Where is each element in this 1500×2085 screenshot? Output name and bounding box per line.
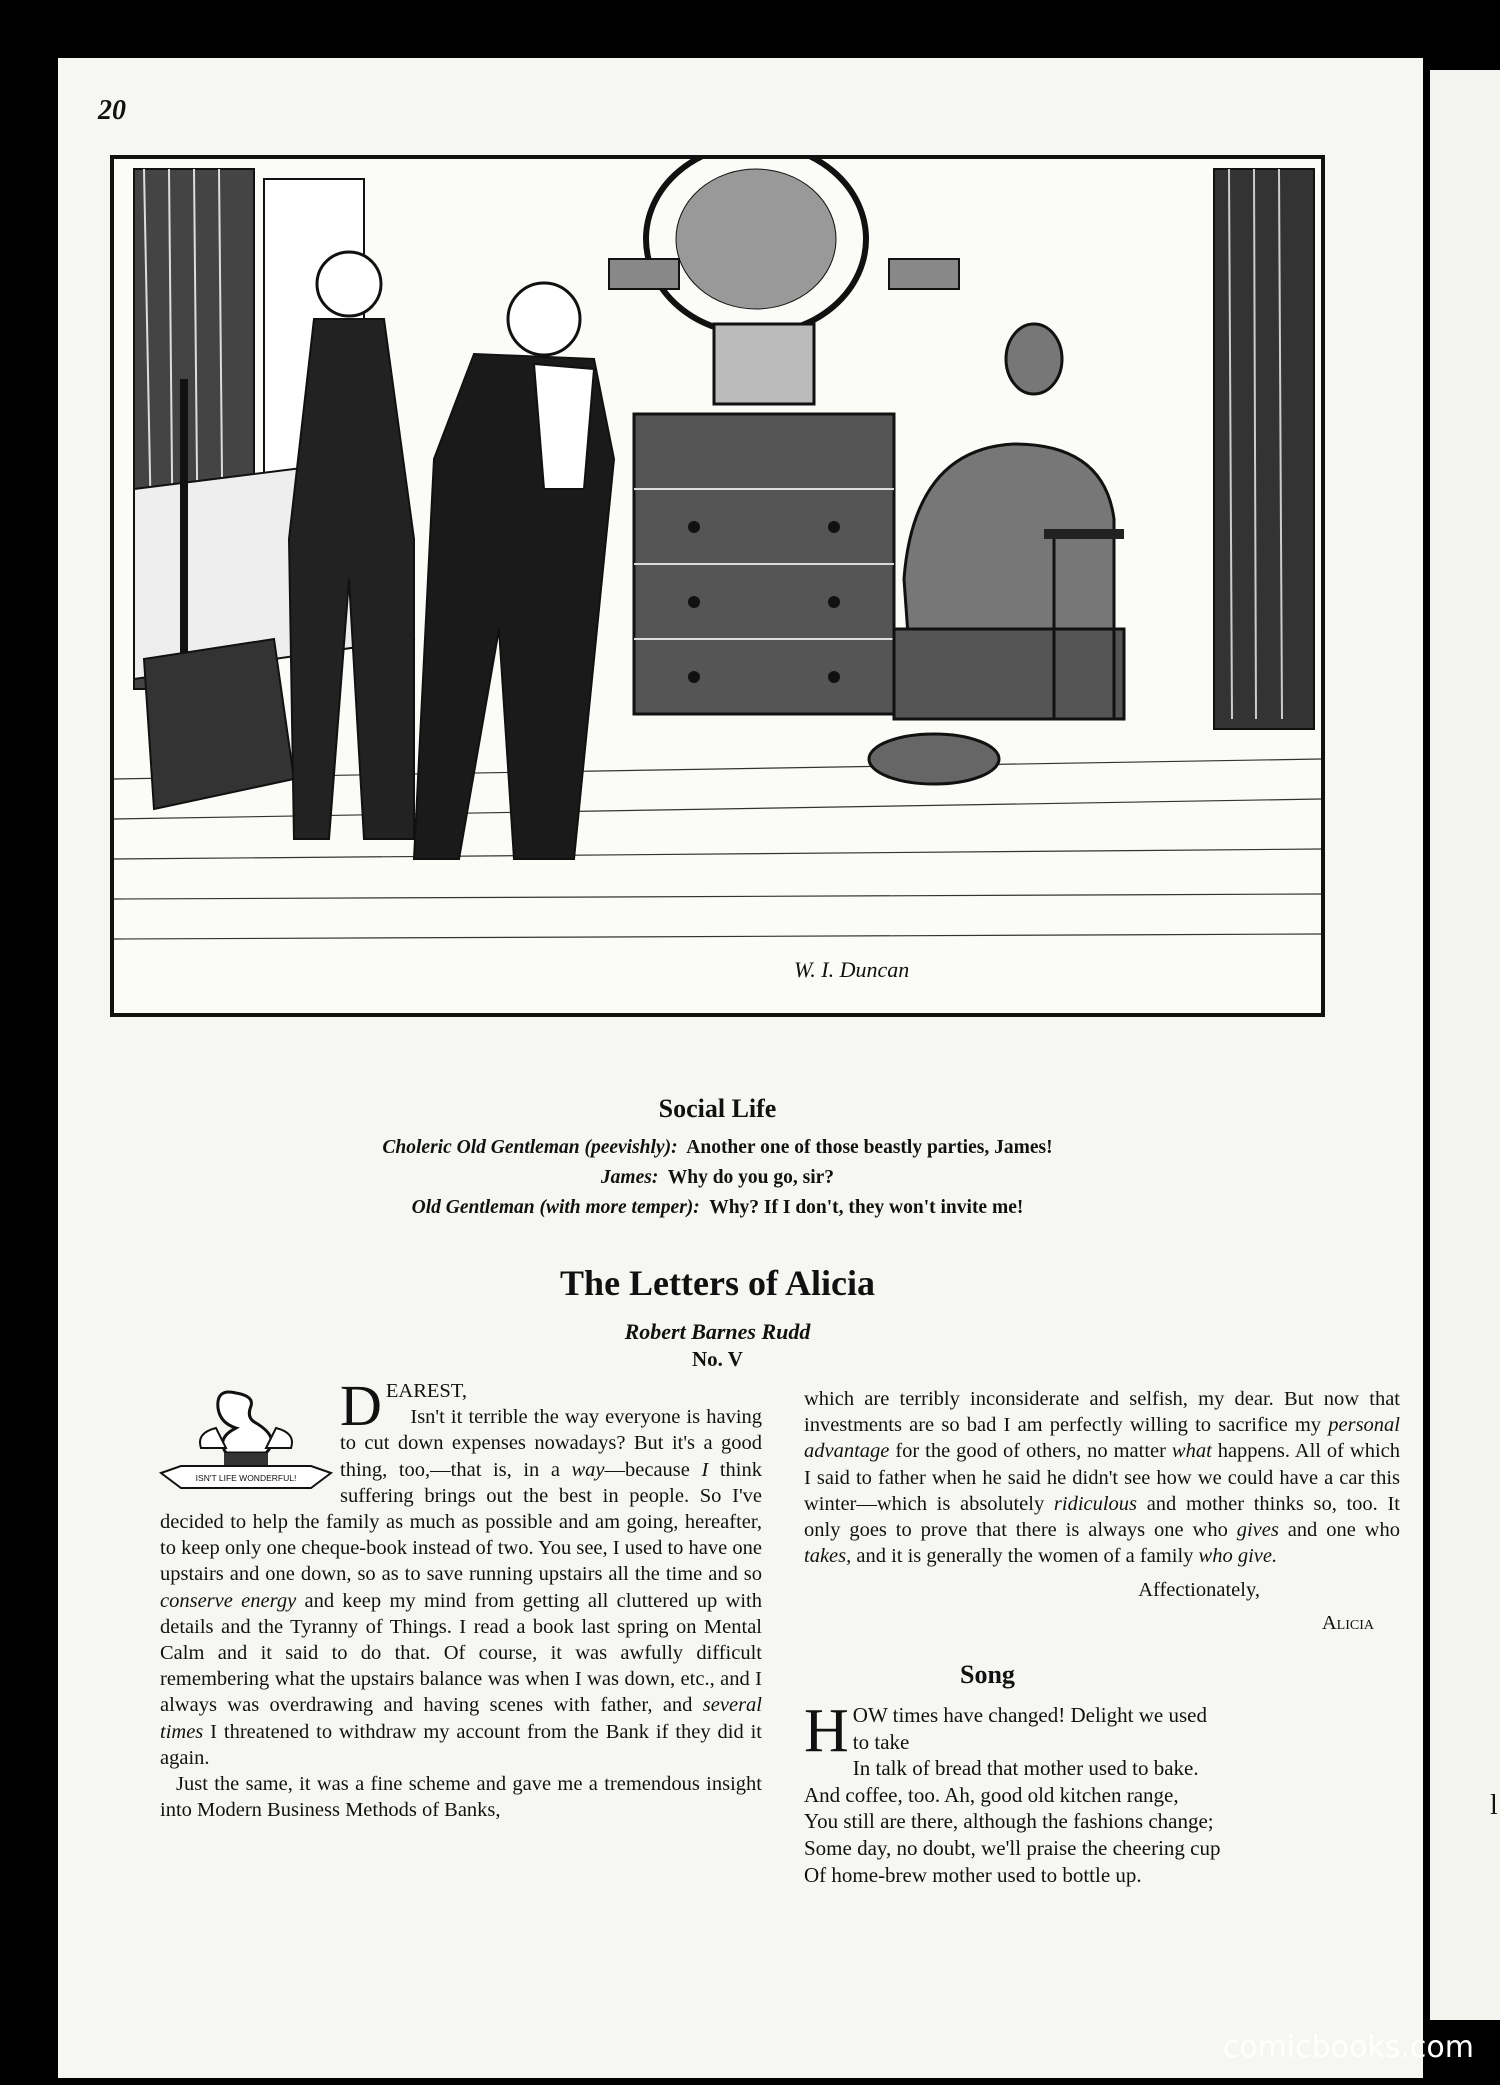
old-gentleman: [414, 283, 614, 859]
article-title: The Letters of Alicia: [560, 1263, 875, 1303]
song-title: Song: [960, 1660, 1015, 1689]
letter-salutation: DEAREST, Isn't it terrible the way everyone is having to cut down expenses nowadays? But it's a good thing, too,—that is, in a way—because I think suffering brings out the best in people. So I've decided to help the family as much as possible and am going, hereafter, to keep only one cheque-book instead of two. You see, I used to have one upstairs and one down, so as to save running upstairs all the time and so conserve energy and keep my mind from getting all cluttered up with details and the Tyranny of Things. I read a book last spring on Mental Calm and it said to do that. Of course, it was awfully difficult remembering what the upstairs balance was when I was down, etc., and I always was overdrawing and having scenes with father, and several times I threatened to withdraw my account from the Bank if they did it again.: [160, 1373, 763, 1769]
article-number: No. V: [692, 1347, 743, 1371]
source-watermark: comicbooks.com: [1222, 2030, 1474, 2065]
cartoon-illustration: [110, 155, 1325, 1017]
letter-signature: Alicia: [1321, 1611, 1374, 1634]
dialogue-line-3: Old Gentleman (with more temper): Why? If I don't, they won't invite me!: [411, 1197, 1024, 1218]
dropcap-d: D: [340, 1373, 382, 1438]
song-line: In talk of bread that mother used to bake.: [852, 1756, 1199, 1781]
page-number: 20: [98, 95, 126, 126]
letter-column-1: [160, 1373, 763, 1823]
song-line: You still are there, although the fashions change;: [804, 1809, 1214, 1834]
song-line: And coffee, too. Ah, good old kitchen range,: [804, 1782, 1179, 1807]
letter-signoff: Affectionately,: [1138, 1579, 1260, 1602]
letter-paragraph-2: Just the same, it was a fine scheme and gave me a tremendous insight into Modern Business Methods of Banks,: [160, 1773, 762, 1822]
letter-column-2: [804, 1386, 1400, 1636]
dialogue-line-1: Choleric Old Gentleman (peevishly): Another one of those beastly parties, James!: [382, 1137, 1053, 1158]
chest-of-drawers: [634, 324, 894, 714]
article-author: Robert Barnes Rudd: [624, 1319, 811, 1344]
song-line: Of home-brew mother used to bottle up.: [804, 1862, 1142, 1887]
dropcap-h: H: [804, 1697, 849, 1765]
bedroom-scene-drawing: [114, 159, 1321, 1013]
armchair: [894, 444, 1124, 719]
right-curtain: [1214, 169, 1314, 729]
cartoon-caption-title: Social Life: [658, 1094, 777, 1123]
facing-page-edge: l: [1430, 70, 1500, 2020]
song-poem: [804, 1697, 1221, 1888]
song-line: OW times have changed! Delight we used to take: [852, 1703, 1207, 1754]
dialogue-line-2: James: Why do you go, sir?: [600, 1167, 835, 1188]
letter-paragraph-3: which are terribly inconsiderate and selfish, my dear. But now that investments are so bad I am perfectly willing to sacrifice my personal advantage for the good of others, no matter what happens. All of which I said to father when he said he didn't see how we could have a car this winter—which is absolutely ridiculous and mother thinks so, too. It only goes to prove that there is always one who gives and one who takes, and it is generally the women of a family who give.: [804, 1388, 1400, 1568]
artist-signature: W. I. Duncan: [794, 957, 910, 982]
swan-emblem-icon: [156, 1378, 334, 1496]
song-line: Some day, no doubt, we'll praise the cheering cup: [804, 1835, 1221, 1860]
svg-text:ISN'T LIFE WONDERFUL!: ISN'T LIFE WONDERFUL!: [195, 1473, 297, 1483]
